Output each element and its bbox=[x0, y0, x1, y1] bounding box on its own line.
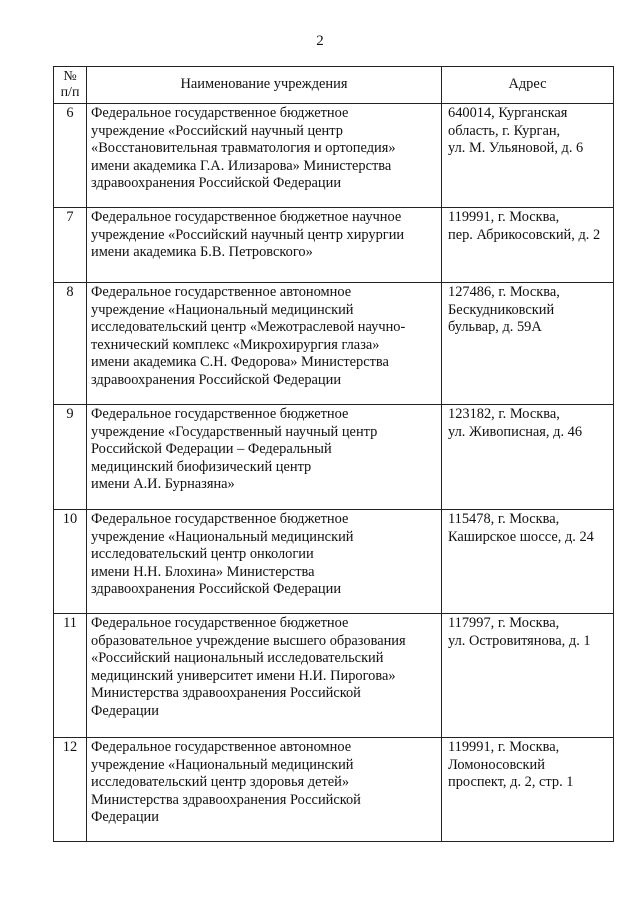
table-row bbox=[54, 614, 614, 738]
table-row bbox=[54, 208, 614, 283]
row-number: 9 bbox=[54, 405, 87, 510]
header-name-label: Наименование учреждения bbox=[180, 76, 348, 93]
institution-name: Федеральное государственное бюджетное образовательное учреждение высшего образования «Российский национальный исследовательский медицинский университет имени Н.И. Пирогова» Министерства здравоохранения Российской Федерации bbox=[87, 614, 442, 738]
header-number bbox=[54, 67, 87, 104]
table-row bbox=[54, 104, 614, 208]
table-row bbox=[54, 283, 614, 405]
row-number: 12 bbox=[54, 738, 87, 842]
institution-name: Федеральное государственное автономное учреждение «Национальный медицинский исследовательский центр «Межотраслевой научно- технический комплекс «Микрохирургия глаза» имени академика С.Н. Федорова» Министерства здравоохранения Российской Федерации bbox=[87, 283, 442, 405]
row-number: 11 bbox=[54, 614, 87, 738]
institution-address: 115478, г. Москва, Каширское шоссе, д. 24 bbox=[442, 510, 614, 614]
header-number-label: № п/п bbox=[60, 69, 80, 100]
table-row bbox=[54, 405, 614, 510]
page-number: 2 bbox=[316, 33, 324, 49]
table-row bbox=[54, 510, 614, 614]
institutions-table bbox=[53, 66, 614, 842]
institution-name: Федеральное государственное автономное учреждение «Национальный медицинский исследовательский центр здоровья детей» Министерства здравоохранения Российской Федерации bbox=[87, 738, 442, 842]
row-number: 10 bbox=[54, 510, 87, 614]
header-address bbox=[442, 67, 614, 104]
institution-address: 123182, г. Москва, ул. Живописная, д. 46 bbox=[442, 405, 614, 510]
table-header-row bbox=[54, 67, 614, 104]
institution-name: Федеральное государственное бюджетное учреждение «Национальный медицинский исследовательский центр онкологии имени Н.Н. Блохина» Министерства здравоохранения Российской Федерации bbox=[87, 510, 442, 614]
institution-address: 127486, г. Москва, Бескудниковский бульвар, д. 59А bbox=[442, 283, 614, 405]
institution-address: 117997, г. Москва, ул. Островитянова, д. 1 bbox=[442, 614, 614, 738]
row-number: 8 bbox=[54, 283, 87, 405]
institution-name: Федеральное государственное бюджетное научное учреждение «Российский научный центр хирургии имени академика Б.В. Петровского» bbox=[87, 208, 442, 283]
institution-address: 640014, Курганская область, г. Курган, ул. М. Ульяновой, д. 6 bbox=[442, 104, 614, 208]
institution-address: 119991, г. Москва, пер. Абрикосовский, д. 2 bbox=[442, 208, 614, 283]
row-number: 6 bbox=[54, 104, 87, 208]
header-address-label: Адрес bbox=[508, 76, 547, 93]
institution-address: 119991, г. Москва, Ломоносовский проспект, д. 2, стр. 1 bbox=[442, 738, 614, 842]
table-row bbox=[54, 738, 614, 842]
institution-name: Федеральное государственное бюджетное учреждение «Российский научный центр «Восстановительная травматология и ортопедия» имени академика Г.А. Илизарова» Министерства здравоохранения Российской Федерации bbox=[87, 104, 442, 208]
institution-name: Федеральное государственное бюджетное учреждение «Государственный научный центр Российской Федерации – Федеральный медицинский биофизический центр имени А.И. Бурназяна» bbox=[87, 405, 442, 510]
header-name bbox=[87, 67, 442, 104]
row-number: 7 bbox=[54, 208, 87, 283]
